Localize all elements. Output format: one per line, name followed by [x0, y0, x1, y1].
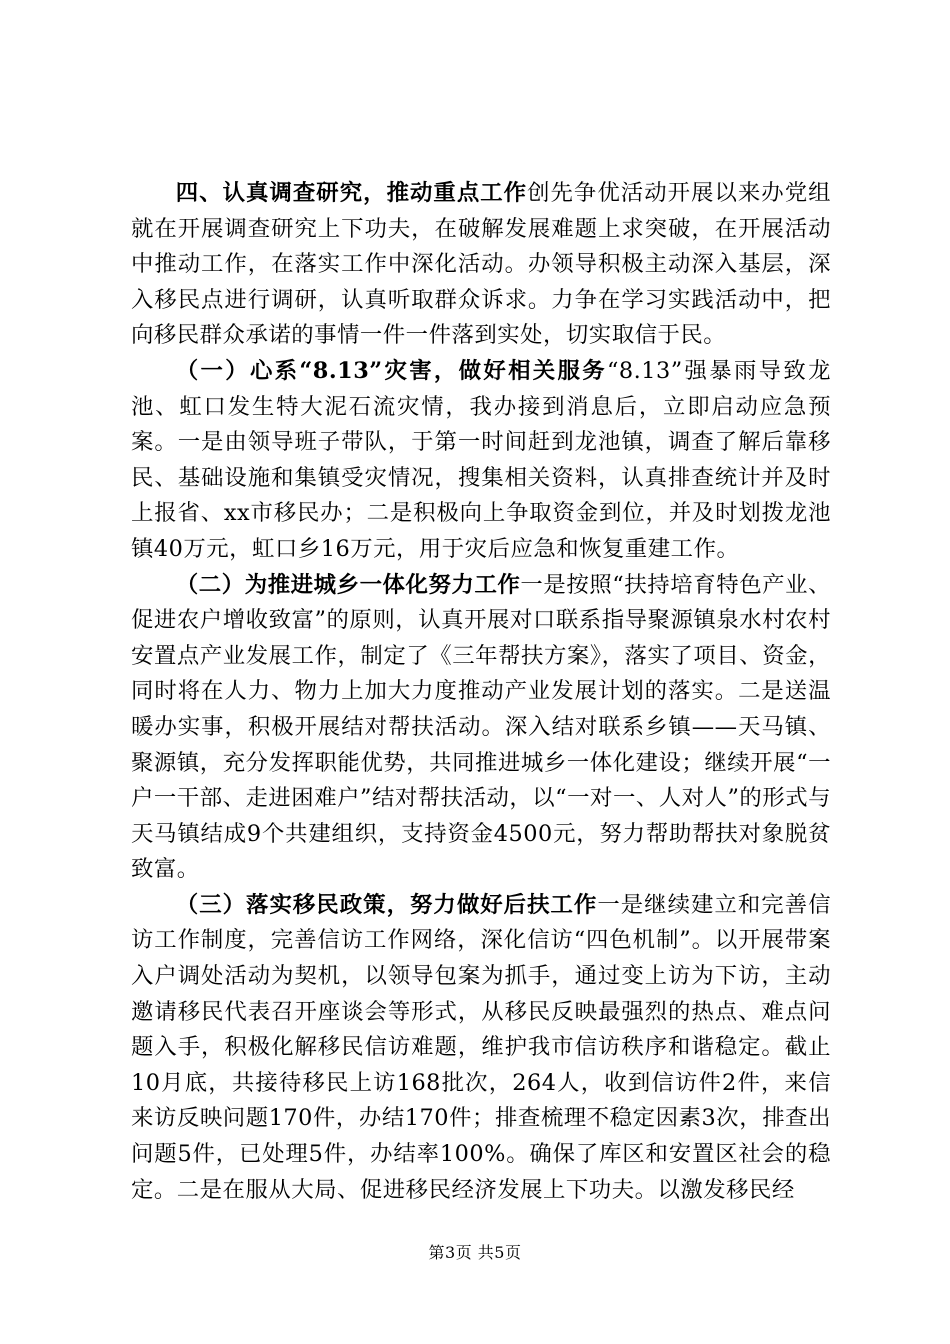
- paragraph-text: 一是按照“扶持培育特色产业、促进农户增收致富”的原则，认真开展对口联系指导聚源镇泉水村农村安置点产业发展工作，制定了《三年帮扶方案》，落实了项目、资金，同时将在人力、物力上加大力度推动产业发展计划的落实。二是送温暖办实事，积极开展结对帮扶活动。深入结对联系乡镇——天马镇、聚源镇，充分发挥职能优势，共同推进城乡一体化建设；继续开展“一户一干部、走进困难户”结对帮扶活动，以“一对一、人对人”的形式与天马镇结成9个共建组织，支持资金4500元，努力帮助帮扶对象脱贫致富。: [131, 571, 832, 883]
- paragraph-heading: （三）落实移民政策，努力做好后扶工作: [175, 891, 598, 918]
- paragraph-research: [131, 176, 831, 354]
- paragraph-urban-rural: [131, 568, 831, 888]
- paragraph-heading: 四、认真调查研究，推动重点工作: [175, 180, 528, 206]
- paragraph-text: 创先争优活动开展以来办党组就在开展调查研究上下功夫，在破解发展难题上求突破，在开展活动中推动工作，在落实工作中深化活动。办领导积极主动深入基层，深入移民点进行调研，认真听取群众诉求。力争在学习实践活动中，把向移民群众承诺的事情一件一件落到实处，切实取信于民。: [131, 180, 832, 349]
- paragraph-text: “8.13”强暴雨导致龙池、虹口发生特大泥石流灾情，我办接到消息后，立即启动应急预案。一是由领导班子带队，于第一时间赶到龙池镇，调查了解后靠移民、基础设施和集镇受灾情况，搜集相关资料，认真排查统计并及时上报省、xx市移民办；二是积极向上争取资金到位，并及时划拨龙池镇40万元，虹口乡16万元，用于灾后应急和恢复重建工作。: [131, 357, 832, 562]
- paragraph-heading: （一）心系“8.13”灾害，做好相关服务: [175, 357, 607, 384]
- document-body: [131, 176, 831, 1208]
- paragraph-text: 一是继续建立和完善信访工作制度，完善信访工作网络，深化信访“四色机制”。以开展带案入户调处活动为契机，以领导包案为抓手，通过变上访为下访，主动邀请移民代表召开座谈会等形式，从移民反映最强烈的热点、难点问题入手，积极化解移民信访难题，维护我市信访秩序和谐稳定。截止10月底，共接待移民上访168批次，264人，收到信访件2件，来信来访反映问题170件，办结170件；排查梳理不稳定因素3次，排查出问题5件，已处理5件，办结率100%。确保了库区和安置区社会的稳定。二是在服从大局、促进移民经济发展上下功夫。以激发移民经: [131, 891, 832, 1203]
- page-number-footer: 第3页 共5页: [428, 1243, 522, 1262]
- paragraph-heading: （二）为推进城乡一体化努力工作: [175, 571, 521, 598]
- paragraph-migrant-policy: [131, 888, 831, 1208]
- paragraph-disaster-service: [131, 354, 831, 568]
